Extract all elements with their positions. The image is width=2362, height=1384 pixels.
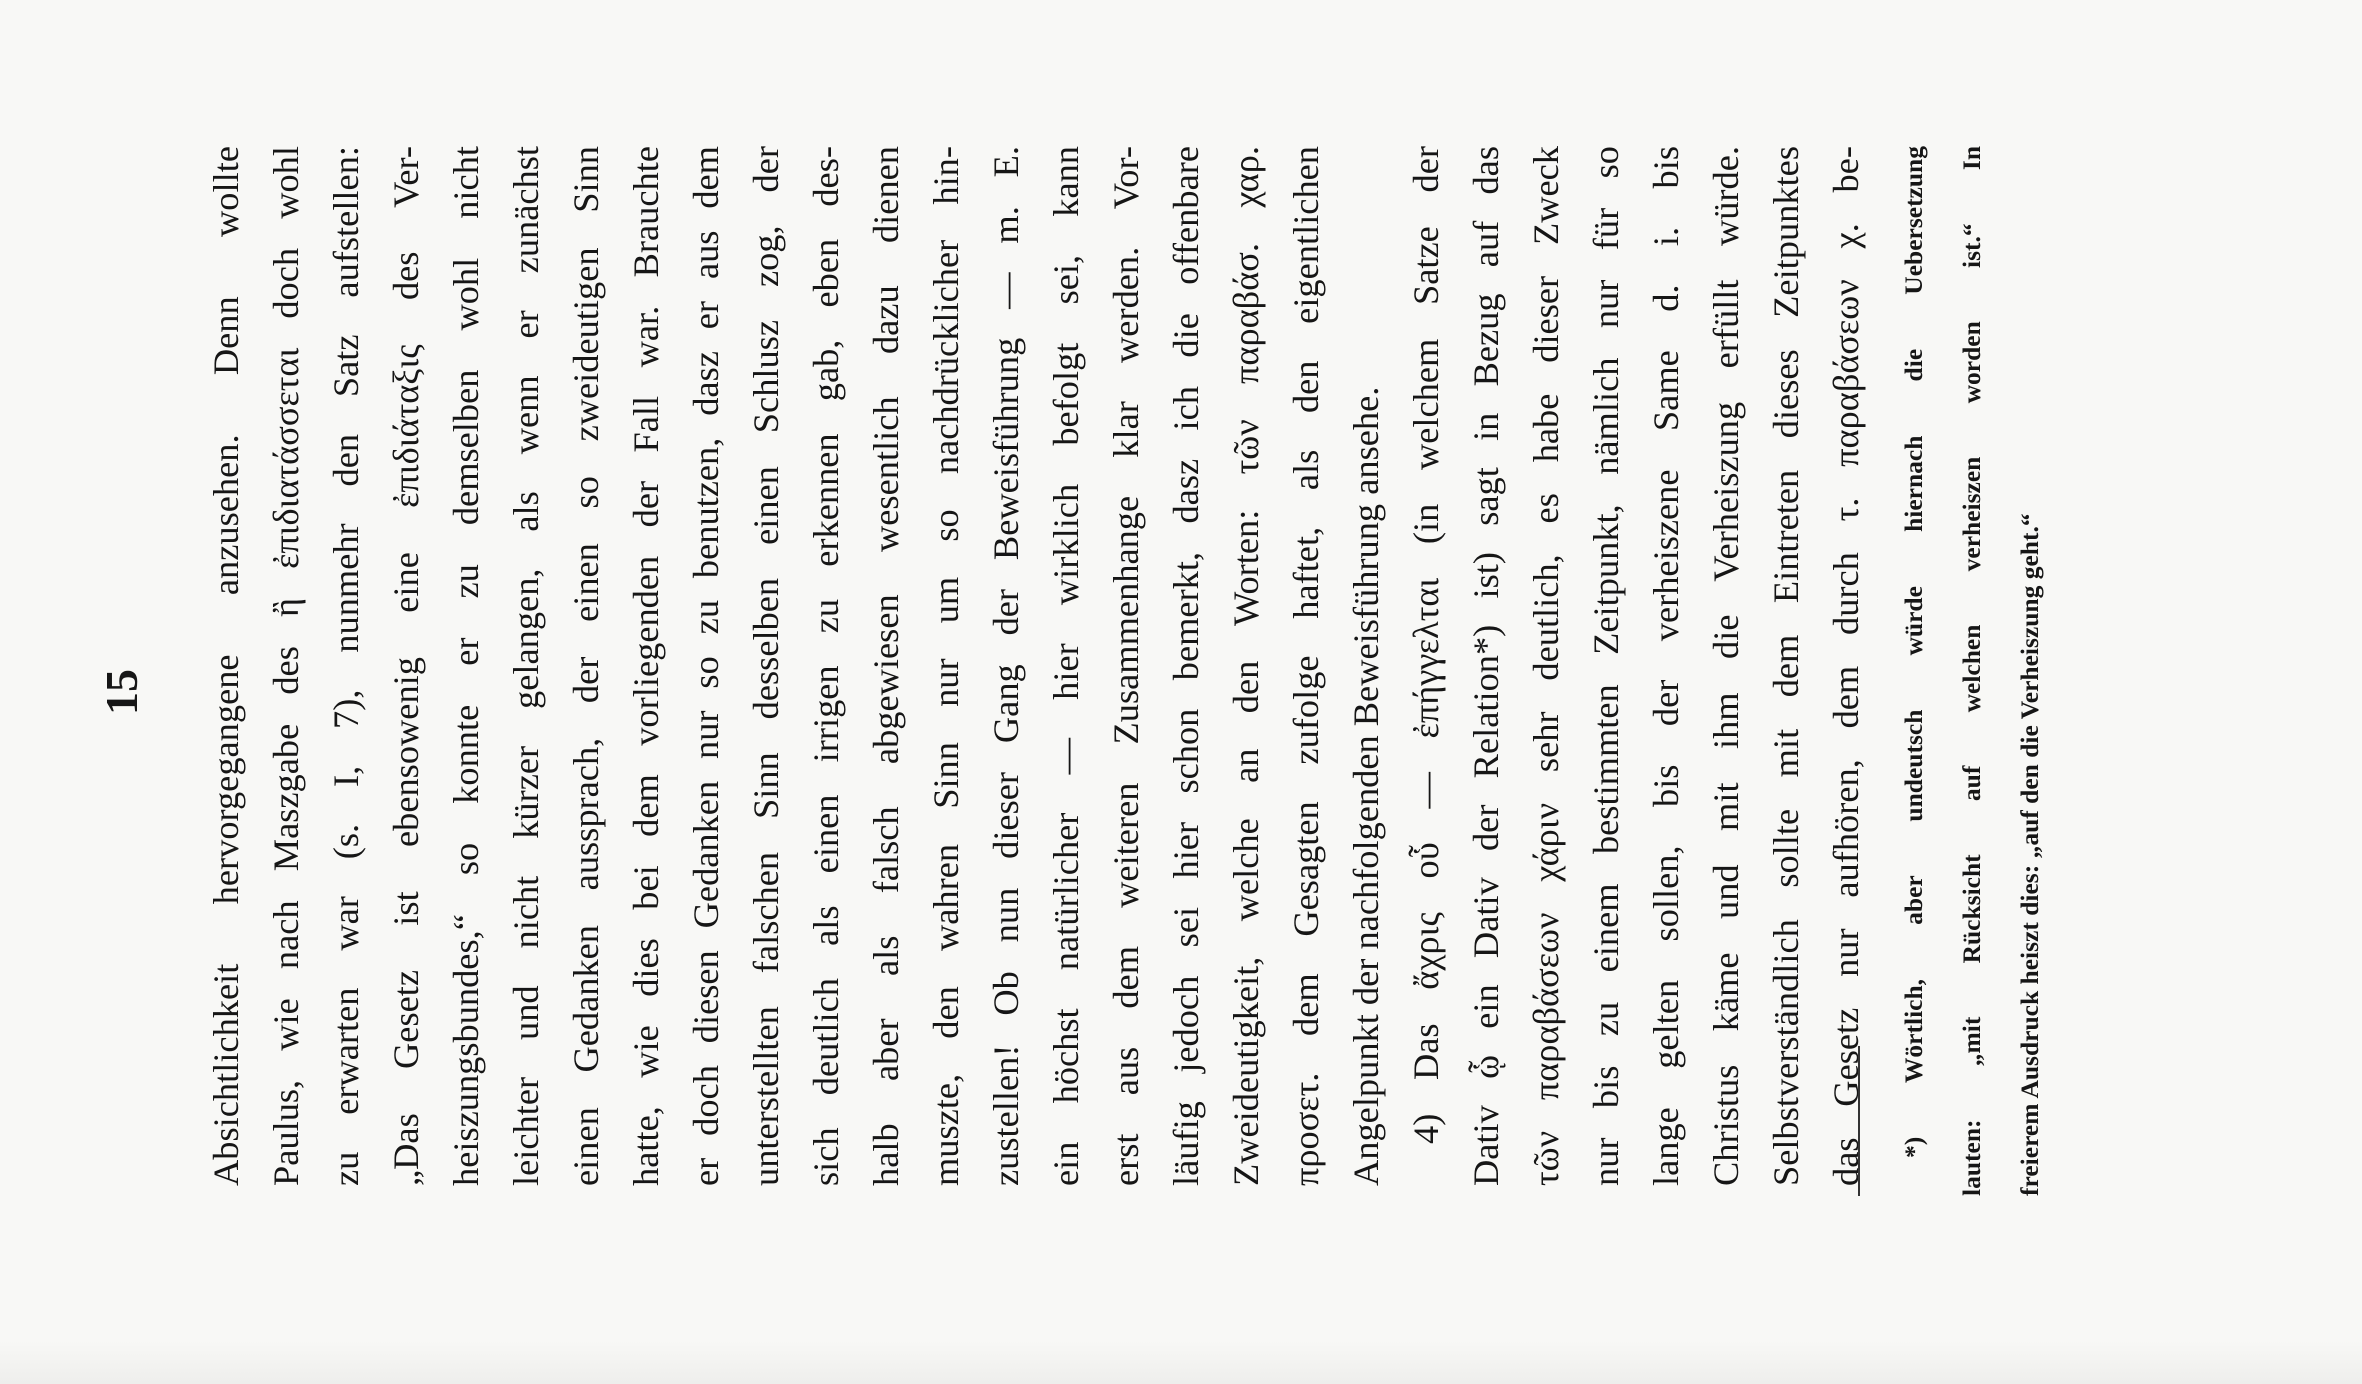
page-number: 15 bbox=[96, 669, 147, 715]
text-line: unterstellten falschen Sinn desselben einen Schlusz zog, der bbox=[746, 146, 786, 1186]
text-line: Christus käme und mit ihm die Verheiszung erfüllt würde. bbox=[1706, 146, 1746, 1186]
text-line: das Gesetz nur aufhören, dem durch τ. παραβάσεων χ. be- bbox=[1826, 146, 1866, 1186]
text-line: Paulus, wie nach Maszgabe des ἢ ἐπιδιατάσσεται doch wohl bbox=[266, 146, 306, 1186]
footnote bbox=[1885, 146, 2059, 1196]
text-line: zu erwarten war (s. I, 7), nunmehr den Satz aufstellen: bbox=[326, 146, 366, 1186]
text-line: läufig jedoch sei hier schon bemerkt, dasz ich die offenbare bbox=[1166, 146, 1206, 1186]
scan-bottom-edge bbox=[0, 1340, 2362, 1384]
text-line: sich deutlich als einen irrigen zu erkennen gab, eben des- bbox=[806, 146, 846, 1186]
text-line: Dativ ᾧ ein Dativ der Relation*) ist) sagt in Bezug auf das bbox=[1466, 146, 1506, 1186]
text-line: 4) Das ἄχρις οὗ — ἐπήγγελται (in welchem Satze der bbox=[1406, 146, 1446, 1144]
footnote-line: *) Wörtlich, aber undeutsch würde hiernach die Uebersetzung bbox=[1899, 146, 1928, 1158]
text-line: erst aus dem weiteren Zusammenhange klar werden. Vor- bbox=[1106, 146, 1146, 1186]
text-line: einen Gedanken aussprach, der einen so zweideutigen Sinn bbox=[566, 146, 606, 1186]
text-line: heiszungsbundes,“ so konnte er zu demselben wohl nicht bbox=[446, 146, 486, 1186]
text-line: leichter und nicht kürzer gelangen, als wenn er zunächst bbox=[506, 146, 546, 1186]
footnote-divider bbox=[1858, 1046, 1860, 1196]
text-line: προσετ. dem Gesagten zufolge haftet, als den eigentlichen bbox=[1286, 146, 1326, 1186]
text-line: lange gelten sollen, bis der verheiszene Same d. i. bis bbox=[1646, 146, 1686, 1186]
text-line: Zweideutigkeit, welche an den Worten: τῶν παραβάσ. χαρ. bbox=[1226, 146, 1266, 1186]
text-line: τῶν παραβάσεων χάριν sehr deutlich, es habe dieser Zweck bbox=[1526, 146, 1566, 1186]
text-line: Angelpunkt der nachfolgenden Beweisführung ansehe. bbox=[1346, 386, 1386, 1186]
text-line: halb aber als falsch abgewiesen wesentlich dazu dienen bbox=[866, 146, 906, 1186]
text-line: zustellen! Ob nun dieser Gang der Beweisführung — m. E. bbox=[986, 146, 1026, 1186]
text-line: „Das Gesetz ist ebensowenig eine ἐπιδιάταξις des Ver- bbox=[386, 146, 426, 1186]
footnote-line: lauten: „mit Rücksicht auf welchen verheiszen worden ist.“ In bbox=[1957, 146, 1986, 1196]
text-line: ein höchst natürlicher — hier wirklich befolgt sei, kann bbox=[1046, 146, 1086, 1186]
text-line: hatte, wie dies bei dem vorliegenden der Fall war. Brauchte bbox=[626, 146, 666, 1186]
text-line: er doch diesen Gedanken nur so zu benutzen, dasz er aus dem bbox=[686, 146, 726, 1186]
text-line: Absichtlichkeit hervorgegangene anzusehen. Denn wollte bbox=[206, 146, 246, 1186]
footnote-line: freierem Ausdruck heiszt dies: „auf den die Verheiszung geht.“ bbox=[2015, 513, 2044, 1196]
body-text bbox=[196, 146, 1876, 1186]
text-line: Selbstverständlich sollte mit dem Eintreten dieses Zeitpunktes bbox=[1766, 146, 1806, 1186]
text-line: nur bis zu einem bestimmten Zeitpunkt, nämlich nur für so bbox=[1586, 146, 1626, 1186]
text-line: muszte, den wahren Sinn nur um so nachdrücklicher hin- bbox=[926, 146, 966, 1186]
